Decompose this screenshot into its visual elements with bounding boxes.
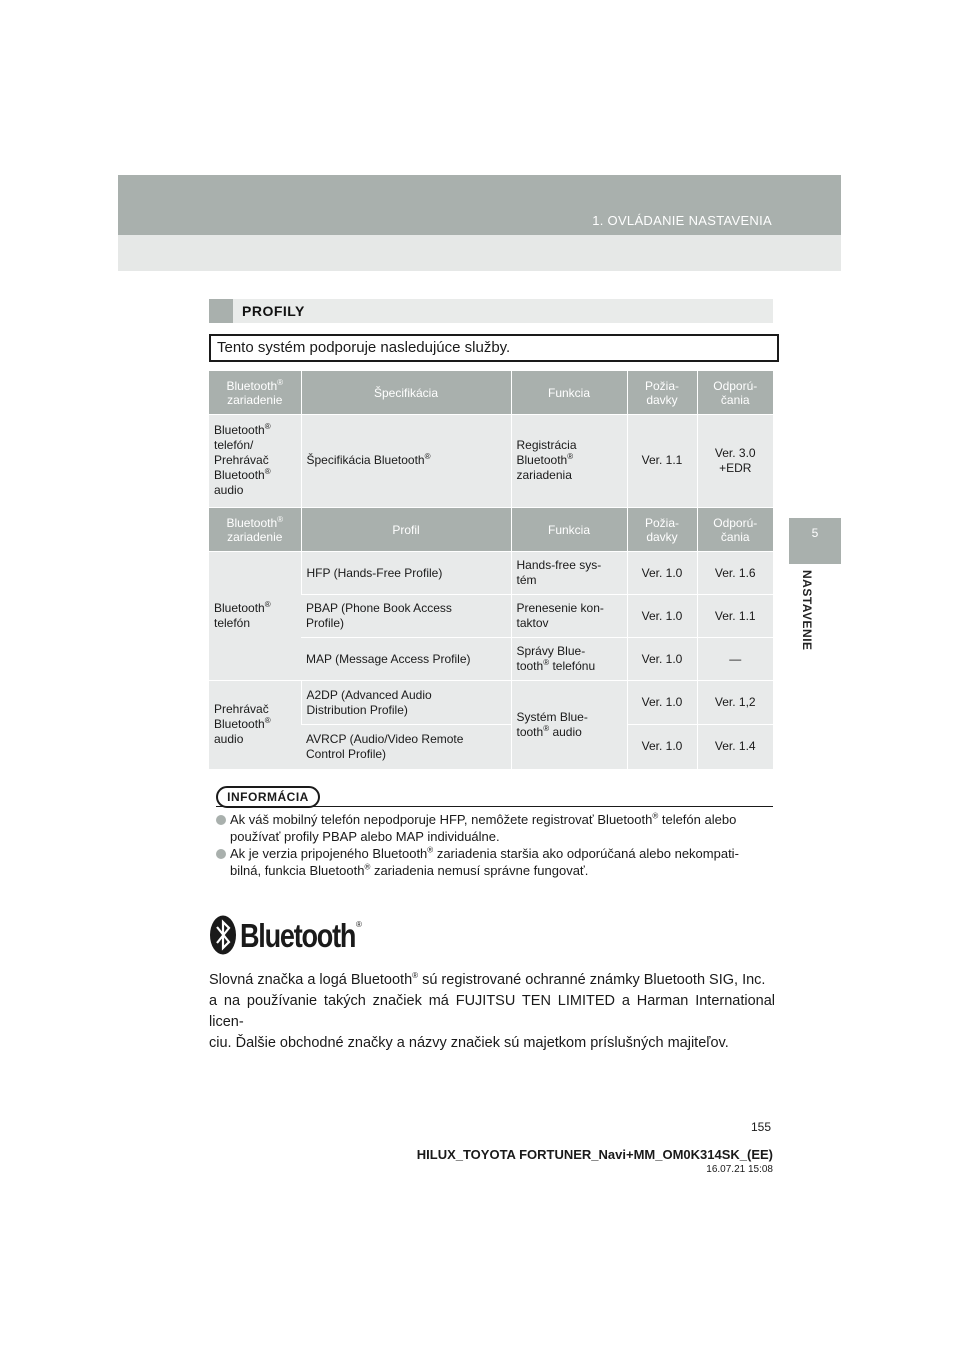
cell-recommendation: Ver. 1.1 <box>697 595 773 638</box>
cell-recommendation: — <box>697 638 773 681</box>
header-subband <box>118 235 841 271</box>
info-badge: INFORMÁCIA <box>216 786 320 808</box>
header-requirement: Požia- davky <box>627 508 697 552</box>
header-requirement: Požia- davky <box>627 371 697 415</box>
header-spec: Špecifikácia <box>301 371 511 415</box>
header-function: Funkcia <box>511 508 627 552</box>
cell-device: Bluetooth® telefón/ Prehrávač Bluetooth® audio <box>209 415 301 507</box>
bluetooth-reg-mark: ® <box>356 920 362 929</box>
page-number: 155 <box>750 1120 771 1134</box>
bullet-icon <box>216 849 226 859</box>
cell-requirement: Ver. 1.1 <box>627 415 697 507</box>
document-title: HILUX_TOYOTA FORTUNER_Navi+MM_OM0K314SK_(EE) <box>416 1147 773 1162</box>
print-stamp: 16.07.21 15:08 <box>706 1164 773 1175</box>
profile-table <box>209 508 773 769</box>
header-device: Bluetooth® zariadenie <box>209 371 301 415</box>
chapter-tab <box>784 570 844 670</box>
cell-profile: AVRCP (Audio/Video Remote Control Profile) <box>301 725 511 769</box>
cell-recommendation: Ver. 1.4 <box>697 725 773 769</box>
cell-recommendation: Ver. 1.6 <box>697 552 773 595</box>
table-row <box>209 552 773 595</box>
section-title: PROFILY <box>242 303 305 319</box>
chapter-tab-label: NASTAVENIE <box>800 570 814 651</box>
cell-profile: A2DP (Advanced Audio Distribution Profile) <box>301 681 511 725</box>
cell-function-audio: Systém Blue- tooth® audio <box>511 681 627 769</box>
header-recommendation: Odporú- čania <box>697 371 773 415</box>
cell-requirement: Ver. 1.0 <box>627 681 697 725</box>
cell-requirement: Ver. 1.0 <box>627 725 697 769</box>
header-device: Bluetooth® zariadenie <box>209 508 301 552</box>
cell-function: Registrácia Bluetooth® zariadenia <box>511 415 627 507</box>
chapter-title: 1. OVLÁDANIE NASTAVENIA <box>592 213 772 228</box>
chapter-tab-number: 5 <box>789 518 841 564</box>
profile-table-header <box>209 508 773 552</box>
cell-profile: MAP (Message Access Profile) <box>301 638 511 681</box>
section-intro: Tento systém podporuje nasledujúce služby. <box>209 334 779 362</box>
cell-recommendation: Ver. 1,2 <box>697 681 773 725</box>
cell-requirement: Ver. 1.0 <box>627 552 697 595</box>
cell-recommendation: Ver. 3.0 +EDR <box>697 415 773 507</box>
cell-profile: HFP (Hands-Free Profile) <box>301 552 511 595</box>
spec-table-header <box>209 371 773 415</box>
cell-requirement: Ver. 1.0 <box>627 595 697 638</box>
cell-requirement: Ver. 1.0 <box>627 638 697 681</box>
bullet-icon <box>216 815 226 825</box>
cell-spec: Špecifikácia Bluetooth® <box>301 415 511 507</box>
header-profile: Profil <box>301 508 511 552</box>
cell-function: Správy Blue- tooth® telefónu <box>511 638 627 681</box>
info-note: Ak váš mobilný telefón nepodporuje HFP, nemôžete registrovať Bluetooth® telefón alebo používať profily PBAP alebo MAP individuálne. <box>216 811 776 845</box>
cell-profile: PBAP (Phone Book Access Profile) <box>301 595 511 638</box>
table-row <box>209 681 773 725</box>
cell-function: Prenesenie kon- taktov <box>511 595 627 638</box>
header-recommendation: Odporú- čania <box>697 508 773 552</box>
table-row <box>209 415 773 507</box>
cell-device-phone: Bluetooth® telefón <box>209 552 301 681</box>
cell-device-audio: Prehrávač Bluetooth® audio <box>209 681 301 769</box>
bluetooth-wordmark: Bluetooth <box>240 917 356 954</box>
info-divider <box>216 806 773 807</box>
cell-function: Hands-free sys- tém <box>511 552 627 595</box>
spec-table <box>209 371 773 507</box>
bluetooth-logo-icon <box>209 915 237 955</box>
info-note: Ak je verzia pripojeného Bluetooth® zariadenia staršia ako odporúčaná alebo nekompati- bilná, funkcia Bluetooth® zariadenia nemusí správne fungovať. <box>216 845 776 879</box>
header-function: Funkcia <box>511 371 627 415</box>
section-heading-marker <box>209 299 233 323</box>
trademark-paragraph: Slovná značka a logá Bluetooth® sú registrované ochranné známky Bluetooth SIG, Inc. a na používanie takých značiek má FUJITSU TEN LIMITED a Harman International licen- ciu. Ďalšie obchodné značky a názvy značiek sú majetkom príslušných majiteľov. <box>209 971 775 1051</box>
